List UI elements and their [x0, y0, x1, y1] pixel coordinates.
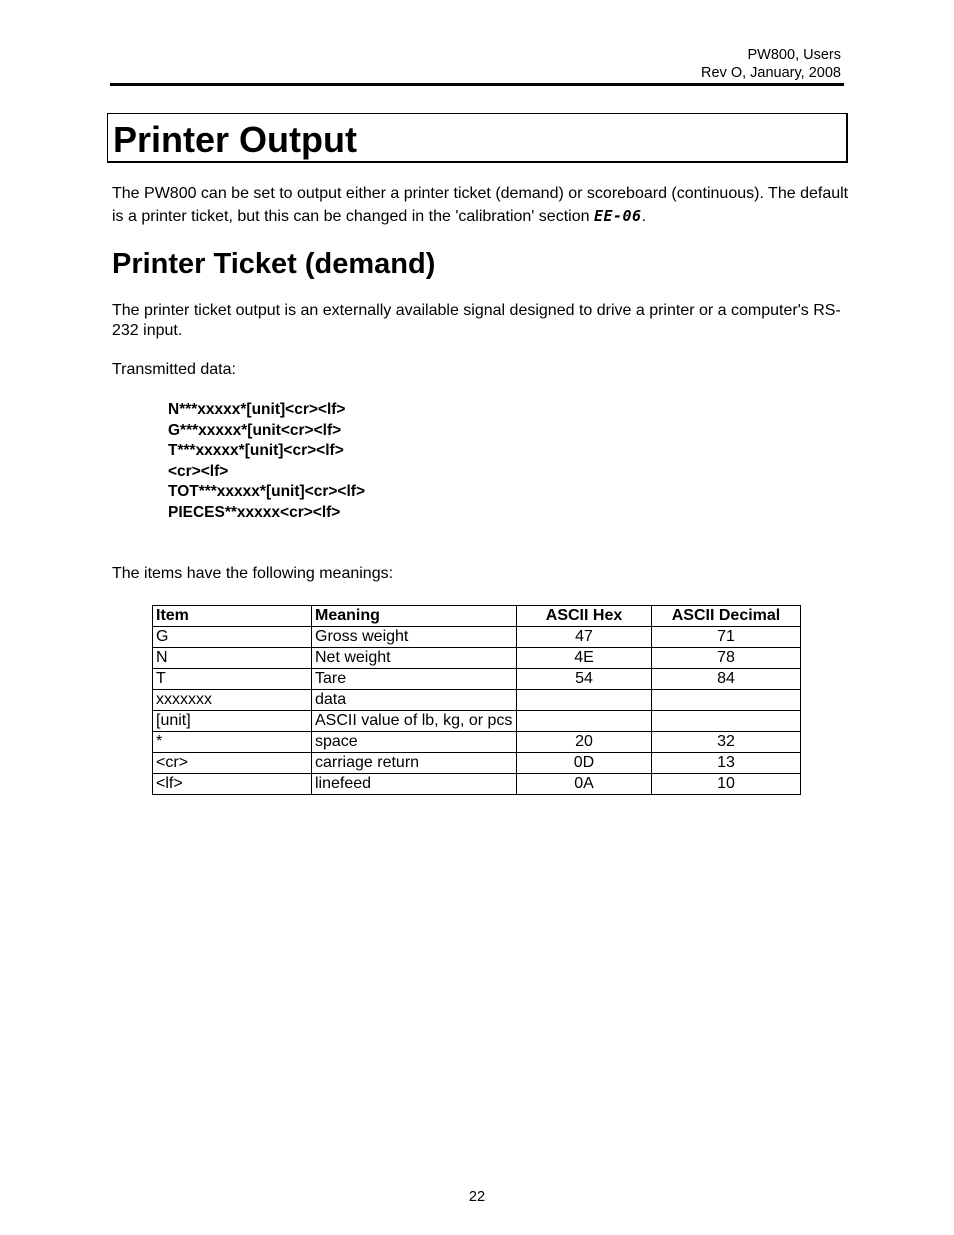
table-row	[153, 690, 801, 711]
cell-item: xxxxxxx	[153, 690, 312, 711]
header-ascii-hex: ASCII Hex	[517, 606, 652, 627]
table-header-row	[153, 606, 801, 627]
table-row	[153, 627, 801, 648]
transmitted-line: PIECES**xxxxx<cr><lf>	[168, 503, 341, 521]
table-row	[153, 774, 801, 795]
cell-decimal: 71	[652, 627, 801, 648]
cell-decimal: 78	[652, 648, 801, 669]
cell-hex: 20	[517, 732, 652, 753]
header-rule	[110, 83, 844, 86]
cell-item: <cr>	[153, 753, 312, 774]
transmitted-data-block	[168, 400, 365, 524]
cell-decimal: 84	[652, 669, 801, 690]
cell-hex: 47	[517, 627, 652, 648]
cell-item: N	[153, 648, 312, 669]
cell-meaning: Net weight	[312, 648, 517, 669]
header-doc-name: PW800, Users	[747, 47, 841, 63]
transmitted-line: N***xxxxx*[unit]<cr><lf>	[168, 401, 346, 418]
cell-item: *	[153, 732, 312, 753]
cell-hex: 4E	[517, 648, 652, 669]
header-meaning: Meaning	[312, 606, 517, 627]
cell-meaning: Tare	[312, 669, 517, 690]
page-title: Printer Output	[113, 119, 357, 160]
table-row	[153, 648, 801, 669]
cell-decimal: 13	[652, 753, 801, 774]
cell-hex: 0A	[517, 774, 652, 795]
table-row	[153, 753, 801, 774]
intro-text-end: .	[641, 208, 647, 225]
page-number: 22	[468, 1189, 486, 1205]
intro-paragraph	[112, 183, 852, 228]
intro-text: The PW800 can be set to output either a printer ticket (demand) or scoreboard (continuous). The default is a printer ticket, but this can be changed in the 'calibration' section	[112, 185, 849, 225]
cell-meaning: ASCII value of lb, kg, or pcs	[312, 711, 517, 732]
cell-meaning: space	[312, 732, 517, 753]
cell-hex	[517, 690, 652, 711]
cell-item: [unit]	[153, 711, 312, 732]
cell-meaning: data	[312, 690, 517, 711]
header-item: Item	[153, 606, 312, 627]
meanings-table	[152, 605, 801, 795]
section-heading: Printer Ticket (demand)	[112, 248, 436, 280]
title-box	[107, 113, 848, 163]
cell-item: <lf>	[153, 774, 312, 795]
cell-meaning: Gross weight	[312, 627, 517, 648]
page-header	[701, 46, 841, 82]
cell-decimal: 10	[652, 774, 801, 795]
table-row	[153, 732, 801, 753]
transmitted-label: Transmitted data:	[112, 361, 236, 378]
transmitted-line: T***xxxxx*[unit]<cr><lf>	[168, 442, 344, 460]
cell-hex: 54	[517, 669, 652, 690]
transmitted-line: TOT***xxxxx*[unit]<cr><lf>	[168, 483, 365, 501]
cell-meaning: linefeed	[312, 774, 517, 795]
cell-item: T	[153, 669, 312, 690]
cell-hex: 0D	[517, 753, 652, 774]
transmitted-line: <cr><lf>	[168, 462, 229, 480]
segment-display-code: EE-06	[593, 207, 642, 225]
cell-item: G	[153, 627, 312, 648]
description-paragraph: The printer ticket output is an externally available signal designed to drive a printer or a computer's RS-232 input.	[112, 302, 841, 339]
cell-decimal	[652, 690, 801, 711]
transmitted-line: G***xxxxx*[unit<cr><lf>	[168, 421, 342, 439]
header-revision: Rev O, January, 2008	[701, 65, 841, 81]
cell-hex	[517, 711, 652, 732]
table-row	[153, 669, 801, 690]
cell-meaning: carriage return	[312, 753, 517, 774]
cell-decimal	[652, 711, 801, 732]
header-ascii-decimal: ASCII Decimal	[652, 606, 801, 627]
cell-decimal: 32	[652, 732, 801, 753]
table-row	[153, 711, 801, 732]
meanings-label: The items have the following meanings:	[112, 565, 394, 582]
